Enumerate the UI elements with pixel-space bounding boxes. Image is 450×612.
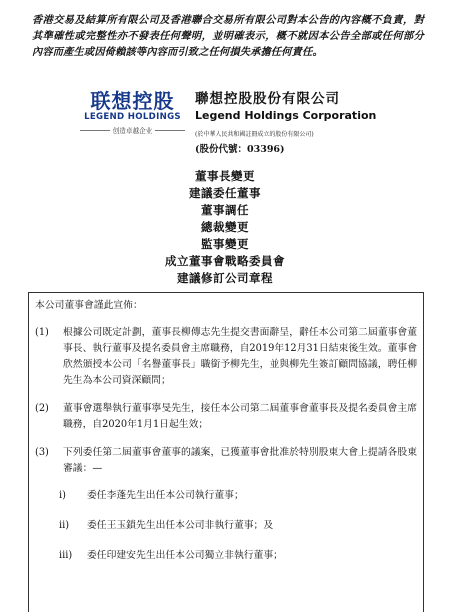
stock-code: (股份代號：03396)	[195, 144, 285, 155]
title-line: 建議修訂公司章程	[177, 271, 273, 285]
list-item	[35, 325, 417, 389]
logo-english-text: LEGEND HOLDINGS	[84, 112, 181, 122]
item-text: 下列委任第二屆董事會董事的議案，已獲董事會批准於特別股東大會上提請各股東審議：—	[63, 447, 417, 474]
sub-list-item	[59, 549, 417, 563]
disclaimer-text: 香港交易及結算所有限公司及香港聯合交易所有限公司對本公告的內容概不負責，對其準確性或完整性亦不發表任何聲明，並明確表示，概不就因本公告全部或任何部分內容而產生或因倚賴該等內容而引致之任何損失承擔任何責任。	[32, 14, 424, 58]
company-name-chinese: 聯想控股股份有限公司	[195, 91, 340, 107]
company-logo	[80, 90, 185, 135]
logo-chinese-text: 联想控股	[90, 89, 175, 113]
title-line: 董事調任	[201, 203, 249, 217]
title-line: 監事變更	[201, 237, 249, 251]
announcement-titles	[0, 168, 450, 287]
item-number: (2)	[35, 403, 49, 414]
sub-item-number: iii)	[59, 550, 73, 561]
logo-slogan	[80, 125, 185, 135]
body-intro: 本公司董事會謹此宣佈：	[35, 300, 143, 311]
sub-item-number: i)	[59, 490, 66, 501]
sub-item-number: ii)	[59, 520, 70, 531]
list-item	[35, 401, 417, 433]
sub-item-text: 委任王玉鎖先生出任本公司非執行董事；及	[87, 520, 274, 531]
item-number: (3)	[35, 447, 49, 458]
title-line: 成立董事會戰略委員會	[165, 254, 285, 268]
list-item	[35, 445, 417, 477]
logo-slogan-text: 创造卓越企业	[112, 127, 153, 135]
sub-list-item	[59, 489, 417, 503]
title-line: 總裁變更	[201, 220, 249, 234]
item-number: (1)	[35, 327, 49, 338]
item-text: 董事會選舉執行董事寧旻先生，接任本公司第二屆董事會董事長及提名委員會主席職務，自2020年1月1日起生效；	[63, 403, 417, 430]
item-text: 根據公司既定計劃，董事長柳傳志先生提交書面辭呈，辭任本公司第二屆董事會董事長、執行董事及提名委員會主席職務，自2019年12月31日結束後生效。董事會欣然頒授本公司「名譽董事長」職銜予柳先生，並與柳先生簽訂顧問協議，聘任柳先生為本公司資深顧問；	[63, 327, 417, 386]
incorporation-note: (於中華人民共和國註冊成立的股份有限公司)	[195, 131, 314, 138]
slogan-left-rule	[80, 130, 110, 131]
company-name-english: Legend Holdings Corporation	[195, 109, 377, 122]
title-line: 董事長變更	[195, 169, 255, 183]
slogan-right-rule	[155, 130, 185, 131]
company-header	[195, 90, 376, 155]
sub-list-item	[59, 519, 417, 533]
title-line: 建議委任董事	[189, 186, 261, 200]
sub-item-text: 委任李蓬先生出任本公司執行董事；	[87, 490, 244, 501]
sub-item-text: 委任印建安先生出任本公司獨立非執行董事；	[87, 550, 283, 561]
announcement-body-box	[28, 292, 424, 612]
